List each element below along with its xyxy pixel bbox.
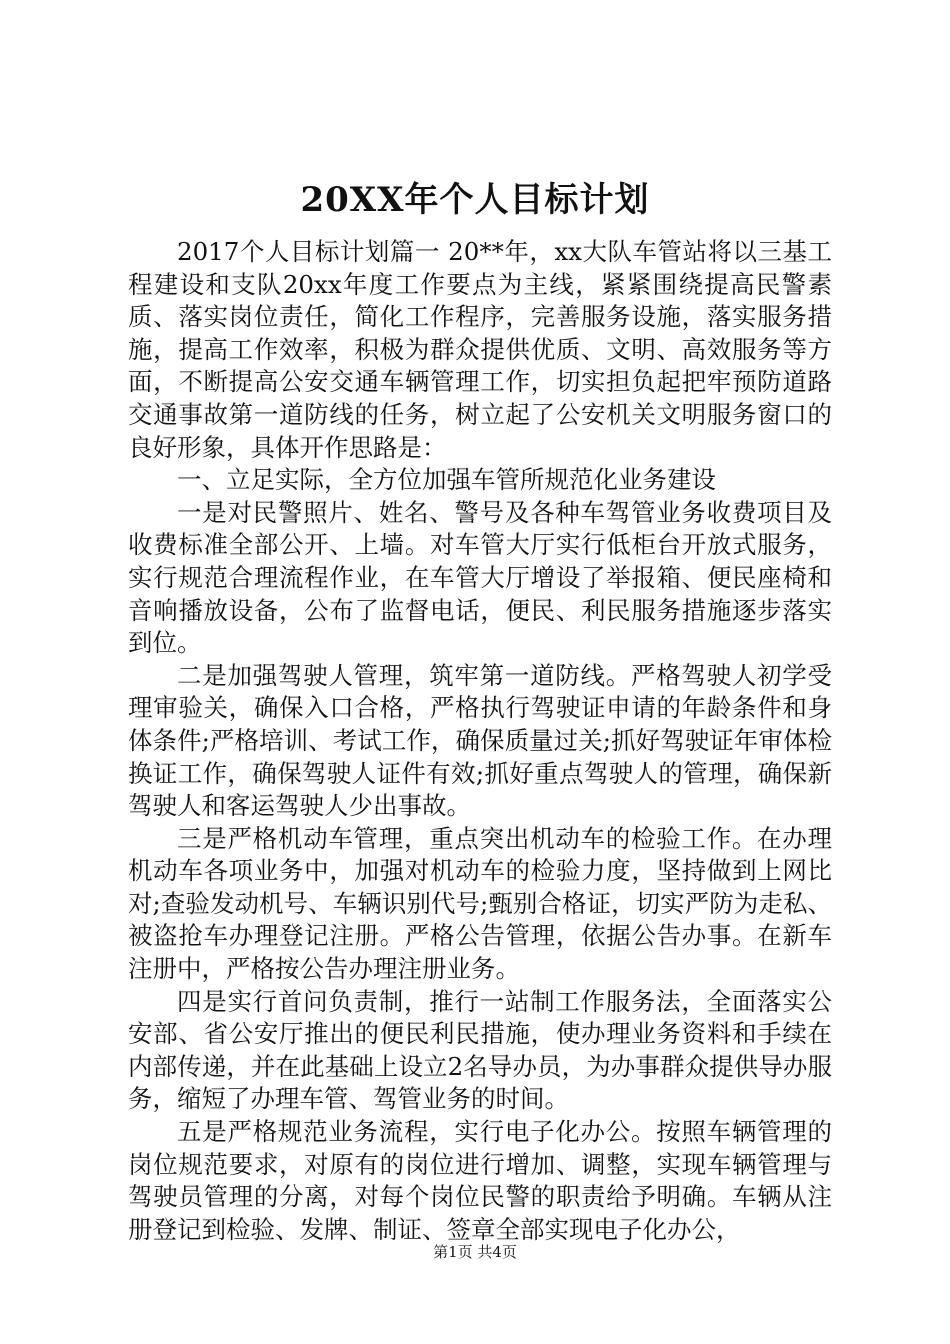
paragraph-item-2: 二是加强驾驶人管理，筑牢第一道防线。严格驾驶人初学受理审验关，确保入口合格，严格执行驾驶证申请的年龄条件和身体条件;严格培训、考试工作，确保质量过关;抓好驾驶证年审体检换证工作，确保驾驶人证件有效;抓好重点驾驶人的管理，确保新驾驶人和客运驾驶人少出事故。 bbox=[128, 660, 832, 821]
paragraph-item-4: 四是实行首问负责制，推行一站制工作服务法，全面落实公安部、省公安厅推出的便民利民措施，使办理业务资料和手续在内部传递，并在此基础上设立2名导办员，为办事群众提供导办服务，缩短了办理车管、驾管业务的时间。 bbox=[128, 986, 832, 1114]
paragraph-section-heading: 一、立足实际，全方位加强车管所规范化业务建设 bbox=[177, 465, 716, 495]
paragraph-item-5: 五是严格规范业务流程，实行电子化办公。按照车辆管理的岗位规范要求，对原有的岗位进行增加、调整，实现车辆管理与驾驶员管理的分离，对每个岗位民警的职责给予明确。车辆从注册登记到检验、发牌、制证、签章全部实现电子化办公， bbox=[128, 1117, 832, 1244]
paragraph-intro: 2017个人目标计划篇一 20**年，xx大队车管站将以三基工程建设和支队20xx年度工作要点为主线，紧紧围绕提高民警素质、落实岗位责任，简化工作程序，完善服务设施，落实服务措施，提高工作效率，积极为群众提供优质、文明、高效服务等方面，不断提高公安交通车辆管理工作，切实担负起把牢预防道路交通事故第一道防线的任务，树立起了公安机关文明服务窗口的良好形象，具体开作思路是： bbox=[128, 237, 832, 462]
document-body bbox=[128, 236, 832, 1246]
paragraph-item-3: 三是严格机动车管理，重点突出机动车的检验工作。在办理机动车各项业务中，加强对机动车的检验力度，坚持做到上网比对;查验发动机号、车辆识别代号;甄别合格证，切实严防为走私、被盗抢车办理登记注册。严格公告管理，依据公告办事。在新车注册中，严格按公告办理注册业务。 bbox=[128, 823, 832, 984]
paragraph-item-1: 一是对民警照片、姓名、警号及各种车驾管业务收费项目及收费标准全部公开、上墙。对车管大厅实行低柜台开放式服务，实行规范合理流程作业，在车管大厅增设了举报箱、便民座椅和音响播放设备，公布了监督电话，便民、利民服务措施逐步落实到位。 bbox=[128, 497, 832, 658]
document-title: 20XX年个人目标计划 bbox=[300, 180, 650, 220]
page-number-footer: 第1页 共4页 bbox=[433, 1243, 517, 1261]
